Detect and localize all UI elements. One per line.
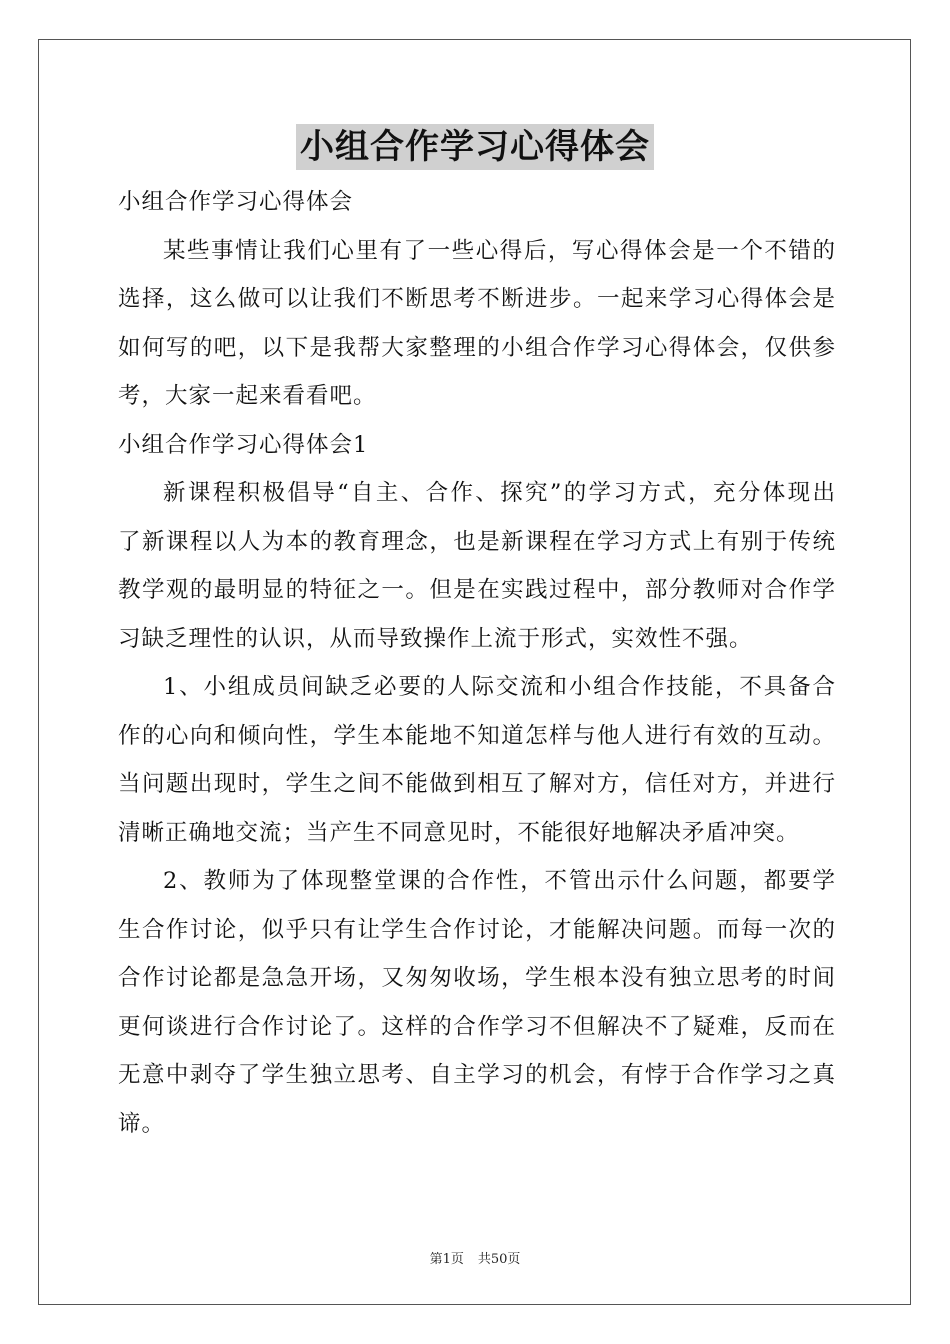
paragraph-line: 习缺乏理性的认识，从而导致操作上流于形式，实效性不强。: [118, 625, 753, 652]
paragraph-line: 了新课程以人为本的教育理念，也是新课程在学习方式上有别于传统: [118, 528, 836, 555]
section-heading: 小组合作学习心得体会1: [118, 431, 369, 458]
paragraph-line: 教学观的最明显的特征之一。但是在实践过程中，部分教师对合作学: [118, 577, 836, 603]
title-area: [0, 124, 950, 170]
paragraph-line: 清晰正确地交流；当产生不同意见时，不能很好地解决矛盾冲突。: [118, 819, 800, 846]
page-number: 第1页: [429, 1252, 464, 1267]
paragraph-line: 更何谈进行合作讨论了。这样的合作学习不但解决不了疑难，反而在: [118, 1013, 836, 1040]
document-title: 小组合作学习心得体会: [296, 124, 654, 170]
section-heading: 小组合作学习心得体会: [118, 189, 354, 215]
paragraph-line: 作的心向和倾向性，学生本能地不知道怎样与他人进行有效的互动。: [118, 722, 836, 749]
paragraph-line: 无意中剥夺了学生独立思考、自主学习的机会，有悖于合作学习之真: [118, 1062, 836, 1088]
page-footer: [0, 1248, 950, 1267]
document-body: [118, 178, 836, 1148]
paragraph-line: 谛。: [118, 1110, 166, 1137]
paragraph-line: 选择，这么做可以让我们不断思考不断进步。一起来学习心得体会是: [118, 286, 836, 312]
paragraph-line: 新课程积极倡导“自主、合作、探究”的学习方式，充分体现出: [163, 480, 836, 506]
paragraph-line: 如何写的吧，以下是我帮大家整理的小组合作学习心得体会，仅供参: [118, 334, 836, 361]
paragraph-line: 合作讨论都是急急开场，又匆匆收场，学生根本没有独立思考的时间: [118, 965, 836, 991]
paragraph-line: 当问题出现时，学生之间不能做到相互了解对方，信任对方，并进行: [118, 771, 836, 797]
page-total: 共50页: [477, 1252, 521, 1267]
paragraph-line: 2、教师为了体现整堂课的合作性，不管出示什么问题，都要学: [163, 868, 836, 894]
paragraph-line: 生合作讨论，似乎只有让学生合作讨论，才能解决问题。而每一次的: [118, 916, 836, 943]
paragraph-line: 1、小组成员间缺乏必要的人际交流和小组合作技能，不具备合: [163, 674, 836, 700]
paragraph-line: 考，大家一起来看看吧。: [118, 383, 377, 409]
paragraph-line: 某些事情让我们心里有了一些心得后，写心得体会是一个不错的: [163, 237, 836, 264]
